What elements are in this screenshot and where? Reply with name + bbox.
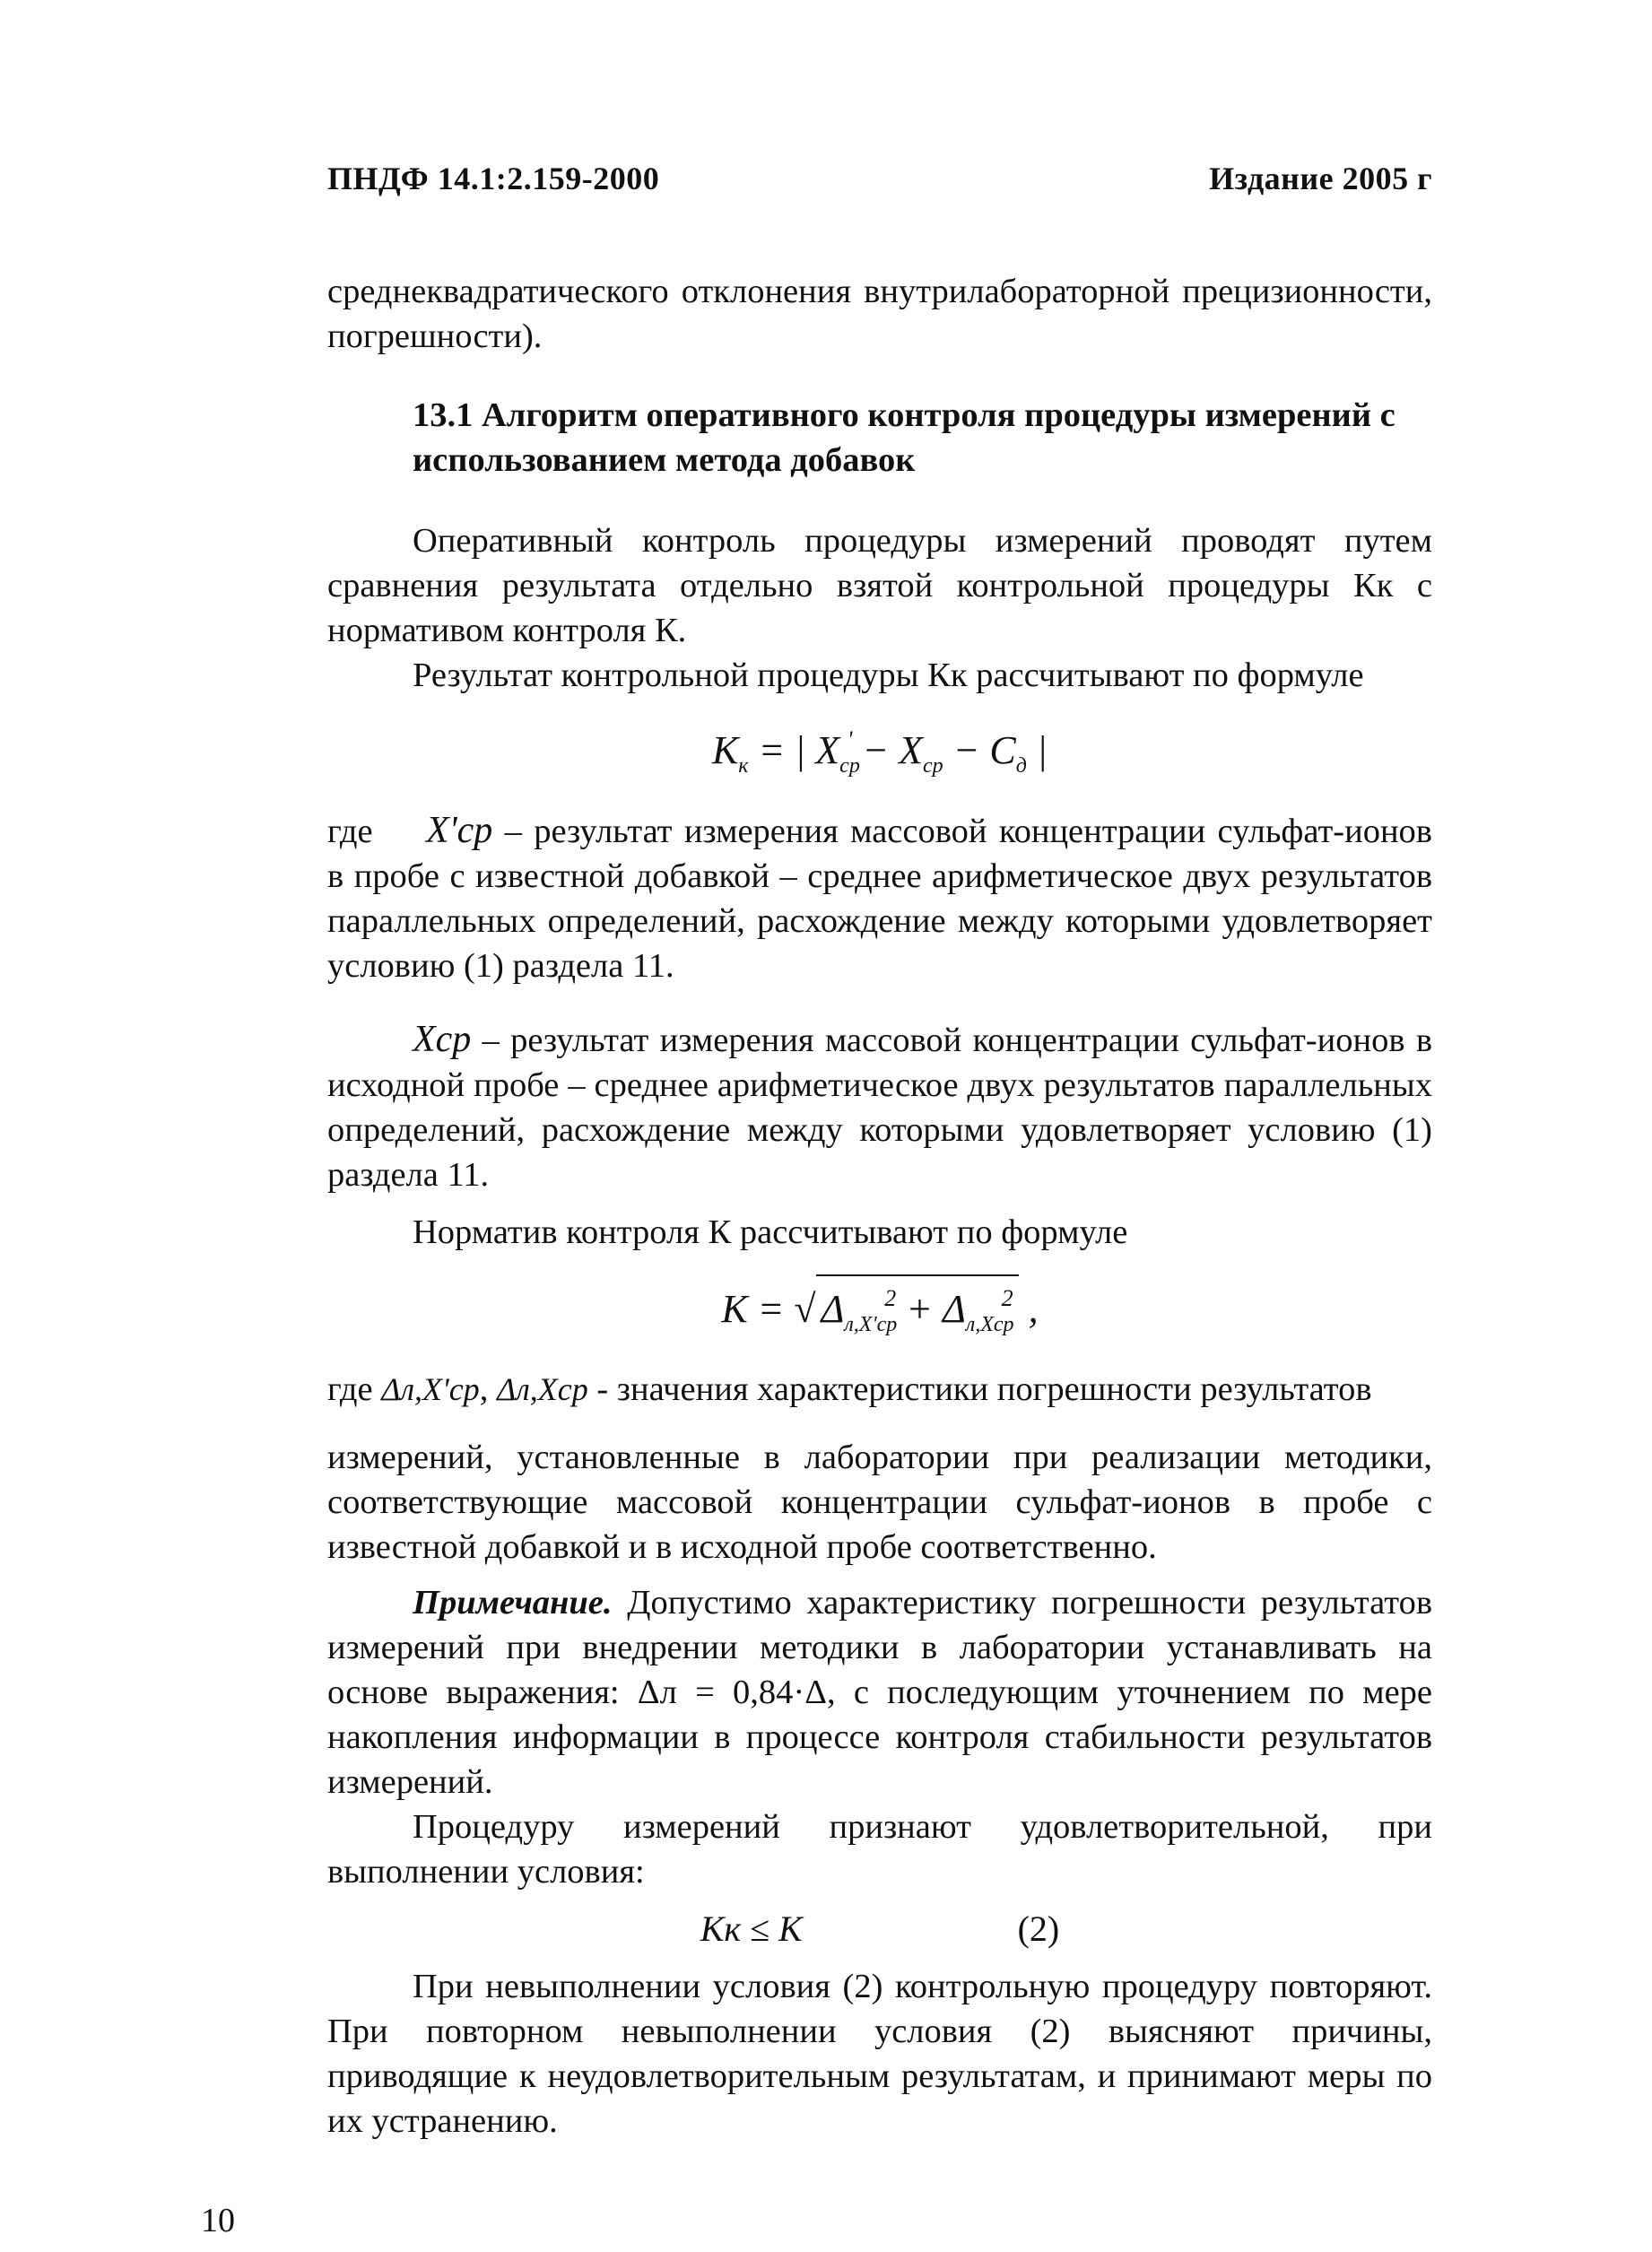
note-paragraph: Примечание. Допустимо характеристику погрешности результатов измерений при внедрении методики в лаборатории устанавливать на основе выражения: Δл = 0,84·Δ, с последующим уточнением по мере накопления информации в процессе контроля стабильности результатов измерений. bbox=[327, 1584, 1432, 1801]
formula-kk: $К_к$ = | $X_{ср}' - X_{ср} - С_д$ | bbox=[712, 726, 1048, 778]
document-body bbox=[327, 269, 1432, 2143]
paragraph-1: Оперативный контроль процедуры измерений проводят путем сравнения результата отдельно взятой контрольной процедуры Кк с нормативом контроля К. bbox=[327, 522, 1432, 649]
where-xcp: Xср – результат измерения массовой концентрации сульфат-ионов в исходной пробе – среднее арифметическое двух результатов параллельных определений, расхождение между которыми удовлетворяет условию (1) раздела 11. bbox=[327, 1019, 1432, 1194]
page-number: 10 bbox=[201, 2202, 235, 2239]
paragraph-6: При невыполнении условия (2) контрольную процедуру повторяют. При повторном невыполнении условия (2) выясняют причины, приводящие к неудовлетворительным результатам, и принимают меры по их устранению. bbox=[327, 1968, 1432, 2140]
document-id: ПНДФ 14.1:2.159-2000 bbox=[327, 161, 660, 196]
edition-label: Издание 2005 г bbox=[1209, 161, 1432, 196]
where-xcp-prime: где X'ср – результат измерения массовой концентрации сульфат-ионов в пробе с известной добавкой – среднее арифметическое двух результатов параллельных определений, расхождение между которыми удовлетворяет условию (1) раздела 11. bbox=[327, 810, 1432, 985]
paragraph-2: Результат контрольной процедуры Кк рассчитывают по формуле bbox=[413, 656, 1364, 694]
where-deltas: где Δл,X'ср, Δл,Xср - значения характеристики погрешности результатов bbox=[327, 1370, 1372, 1408]
paragraph-5: Процедуру измерений признают удовлетворительной, при выполнении условия: bbox=[327, 1808, 1432, 1891]
paragraph-3: Норматив контроля К рассчитывают по формуле bbox=[413, 1213, 1128, 1251]
formula-k: К = √ $\Delta_{л,X'ср}^2 + \Delta_{л,Xср}^2$ , bbox=[327, 1274, 1432, 1347]
intro-paragraph: среднеквадратического отклонения внутрилабораторной прецизионности, погрешности). bbox=[327, 273, 1432, 355]
paragraph-4: измерений, установленные в лаборатории при реализации методики, соответствующие массовой концентрации сульфат-ионов в пробе с известной добавкой и в исходной пробе соответственно. bbox=[327, 1439, 1432, 1566]
section-heading: 13.1 Алгоритм оперативного контроля процедуры измерений с использованием метода добавок bbox=[413, 396, 1396, 479]
condition-2: Кк ≤ К (2) bbox=[700, 1909, 1060, 1949]
